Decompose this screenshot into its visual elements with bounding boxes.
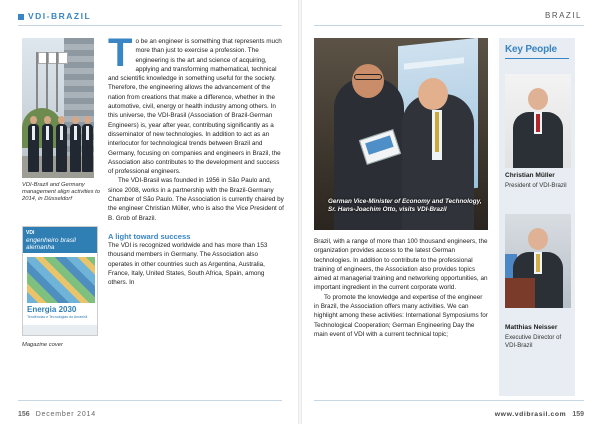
person-figure (82, 124, 93, 172)
tie-shape (536, 114, 540, 132)
magazine-caption: Magazine cover (22, 342, 63, 348)
flag-icon (36, 52, 38, 112)
person-head (418, 78, 448, 110)
intro-paragraph (108, 31, 284, 176)
cover-brand: VDI (26, 230, 35, 236)
left-header (18, 8, 282, 26)
cover-artwork (27, 257, 95, 303)
person-head (528, 228, 548, 250)
header-brand: VDI-BRAZIL (28, 11, 92, 21)
key-people-sidebar (499, 38, 575, 396)
glasses-icon (354, 74, 382, 80)
management-photo-caption: VDI-Brazil and Germany management align activities to 2014, in Düsseldorf (22, 182, 100, 203)
person-head (528, 88, 548, 110)
title-underline (505, 58, 569, 59)
flag-icon (56, 52, 58, 112)
tie-shape (536, 254, 540, 272)
header-square-icon (18, 14, 24, 20)
cover-subtitle: Tendências e Tecnologias do Amanhã (27, 315, 88, 319)
continuation-paragraph: Brazil, with a range of more than 100 thousand engineers, the organization provides access to the latest German technologies. In addition to contribute to the professional training of engineers, the Association also provides topics aimed at managerial training and networking opportunities, an important ingredient in the current corporate world. (314, 238, 488, 292)
magazine-cover (22, 226, 98, 336)
vice-minister-photo (314, 38, 488, 230)
flag-icon (46, 52, 48, 112)
website-url[interactable]: www.vdibrasil.com (494, 411, 567, 418)
vice-minister-caption: German Vice-Minister of Economy and Technology, Sr. Hans-Joachim Otto, visits VDI-Brazil (328, 198, 482, 213)
issue-date: December 2014 (35, 411, 96, 418)
cover-headline: Energia 2030 (27, 305, 77, 314)
left-article-body (108, 31, 284, 287)
drop-cap: T (108, 31, 133, 75)
cover-title: engenheiro brasil alemanha (26, 237, 76, 251)
person-figure (28, 124, 39, 172)
activities-paragraph: To promote the knowledge and expertise of the engineer in Brazil, the Association offers many activities. We can highlight among these activities: International Symposiums for Technological Cooperation; German Engineering Day the main event of VDI with a current technical topic; (314, 293, 488, 338)
person-name: Christian Müller (505, 172, 555, 179)
right-header (314, 8, 584, 26)
podium-shape (505, 278, 535, 308)
right-footer (314, 400, 584, 421)
left-page-number: 156 (18, 411, 30, 418)
right-page (300, 0, 600, 424)
left-footer (18, 400, 282, 421)
person-role: Executive Director of VDI-Brazil (505, 334, 562, 349)
president-portrait (505, 74, 571, 168)
key-people-title: Key People (505, 44, 557, 55)
recognition-paragraph: The VDI is recognized worldwide and has more than 153 thousand members in Germany. The Association also operates in other countries such as Argentina, Australia, France, Italy, United States, South Africa, Spain, among others. In (108, 241, 268, 287)
tie-shape (435, 112, 439, 152)
director-portrait (505, 214, 571, 308)
person-figure (70, 124, 81, 172)
section-heading: A light toward success (108, 231, 191, 241)
history-paragraph: The VDI-Brasil was founded in 1956 in São Paulo and, since 2008, works in a partnership with the Brazil-Germany Chamber of São Paulo. The Association is currently chaired by the engineer Christian Müller, who is also the Vice President of B. Grob of Brazil. (108, 177, 284, 222)
person-figure (56, 124, 67, 172)
person-name: Matthias Neisser (505, 324, 558, 331)
right-page-number: 159 (572, 411, 584, 418)
person-head (352, 64, 384, 98)
person-figure (42, 124, 53, 172)
header-section-label: BRAZIL (544, 11, 582, 20)
right-article-body (314, 237, 488, 339)
management-photo (22, 38, 94, 178)
person-role: President of VDI-Brazil (505, 182, 567, 189)
intro-text: o be an engineer is something that represents much more than just to exercise a profession. The engineering is the art and science of acquiring, applying and transforming mathematical, technical and scientific knowledge in something useful for the society. Therefore, the engineering allows the advancement of the nation from creations that make a difference, whether in the automotive, civil, energy or health industry among others. In this universe, the VDI-Brasil (Association of Brazil-German Engineers) is, year after year, contributing significantly as a disseminator of new technologies. In addition to act as an interlocutor for technological trends between Brazil and Germany, focusing on companies and engineers in Brazil, the Association also contributes to the development and success of professional engineers. (108, 38, 282, 176)
cover-footer (23, 325, 98, 335)
